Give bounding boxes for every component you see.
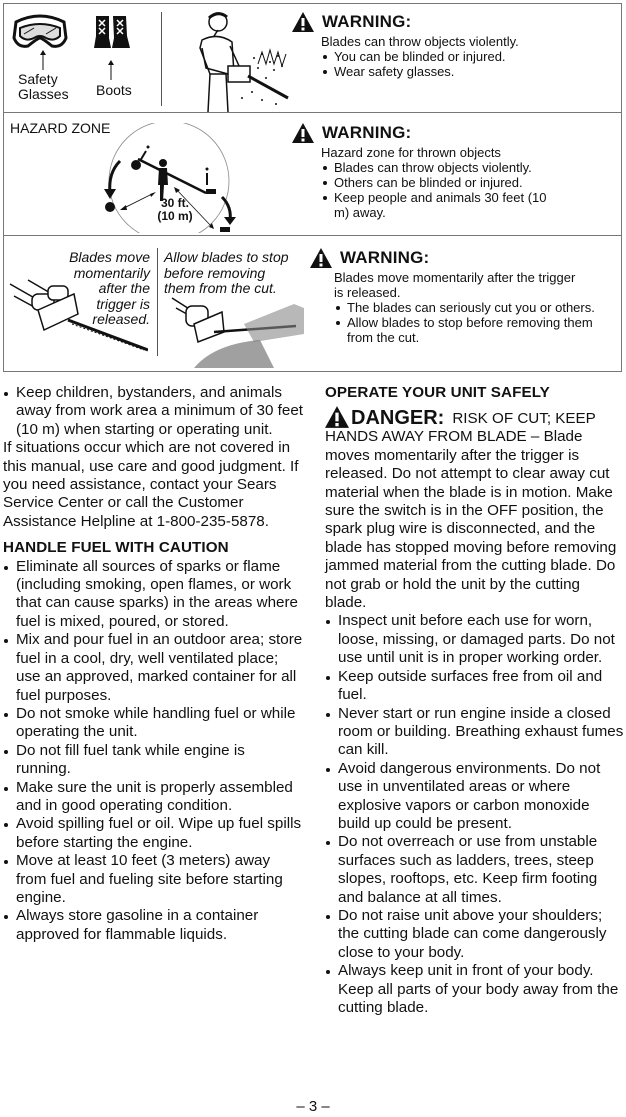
operate-list: [325, 612, 625, 1017]
caption-line: Blades move: [69, 249, 150, 265]
trimmer-hands-illustration: [8, 274, 148, 360]
caption-line: Allow blades to stop: [164, 249, 289, 265]
warning-bullet: The blades can seriously cut you or others.: [334, 300, 604, 315]
fuel-bullet: Eliminate all sources of sparks or flame (including smoking, open flames, or work that can cause sparks) in the areas where fuel is mixed, poured, or stored.: [3, 558, 303, 632]
warning-block-blade: [310, 248, 610, 345]
warning-lead: Blades move momentarily after the trigger is released.: [334, 270, 576, 300]
warning-bullet: Blades can throw objects violently.: [321, 160, 612, 175]
warning-triangle-icon: [310, 248, 332, 268]
left-column: [3, 384, 303, 944]
caption-line: them from the cut.: [164, 280, 277, 296]
boots-icon: [94, 16, 130, 50]
right-column: [325, 384, 625, 1017]
warning-bullet: Allow blades to stop before removing them from the cut.: [334, 315, 604, 345]
safety-gear-panel: [3, 3, 622, 113]
operate-bullet: Do not overreach or use from unstable surfaces such as ladders, trees, steep slopes, rooftops, etc. Keep firm footing and balance at all times.: [325, 833, 625, 907]
caption-line: released.: [92, 311, 150, 327]
trimmer-cutting-illustration: [164, 294, 304, 368]
warning-title: WARNING:: [322, 123, 412, 142]
operator-illustration: [182, 8, 290, 112]
assistance-paragraph: If situations occur which are not covered in this manual, use care and good judgment. If you need assistance, contact your Sears Service Center or call the Customer Assistance Helpline at 1-800-235-5878.: [3, 439, 299, 530]
warning-heading: [292, 123, 612, 143]
warning-bullet: Others can be blinded or injured.: [321, 175, 612, 190]
distance-m: (10 m): [157, 209, 193, 223]
fuel-bullet: Make sure the unit is properly assembled and in good operating condition.: [3, 779, 303, 816]
boots-label: Boots: [96, 82, 132, 98]
warning-block-eye: [292, 12, 612, 79]
arrow-up-icon: [40, 50, 46, 70]
divider: [161, 12, 162, 106]
fuel-bullet: Always store gasoline in a container approved for flammable liquids.: [3, 907, 303, 944]
label-line: Safety: [18, 71, 58, 87]
warning-bullet: Keep people and animals 30 feet (10 m) away.: [321, 190, 564, 220]
caption-line: trigger is: [96, 295, 150, 312]
warning-lead: Hazard zone for thrown objects: [321, 145, 501, 160]
warning-triangle-icon: [292, 12, 314, 32]
intro-bullet: Keep children, bystanders, and animals away from work area a minimum of 30 feet (10 m) when starting or operating unit.: [3, 384, 303, 439]
operate-bullet: Do not raise unit above your shoulders; the cutting blade can come dangerously close to your body.: [325, 907, 625, 962]
safety-glasses-label: [18, 72, 69, 102]
fuel-list: [3, 558, 303, 945]
warning-bullet: Wear safety glasses.: [321, 64, 612, 79]
operate-bullet: Always keep unit in front of your body. Keep all parts of your body away from the cutting blade.: [325, 962, 625, 1017]
warning-title: WARNING:: [340, 248, 430, 267]
danger-text: HANDS AWAY FROM BLADE – Blade moves momentarily after the trigger is released. Do not attempt to clear away cut material when the blade is in motion. Make sure the switch is in the OFF position, the spark plug wire is disconnected, and the blade has stopped moving before removing jammed material from the cutting blade. Do not grab or hold the unit by the cutting blade.: [325, 428, 617, 612]
hazard-distance-label: [150, 197, 200, 223]
danger-title: DANGER:: [351, 407, 445, 430]
arrow-up-icon: [108, 60, 114, 80]
operate-bullet: Never start or run engine inside a closed room or building. Breathing exhaust fumes can kill.: [325, 705, 625, 760]
operate-bullet: Avoid dangerous environments. Do not use in unventilated areas or where explosive vapors or carbon monoxide build up could be present.: [325, 760, 625, 834]
warning-block-hazard: [292, 123, 612, 220]
warning-list: [321, 49, 612, 79]
caption-line: after the: [98, 280, 150, 296]
caption-right: [164, 250, 289, 297]
intro-list: [3, 384, 303, 439]
hazard-zone-label: HAZARD ZONE: [10, 120, 111, 136]
caption-line: momentarily: [73, 264, 150, 281]
fuel-bullet: Mix and pour fuel in an outdoor area; store fuel in a cool, dry, well ventilated place; use an approved, marked container for all fuel purposes.: [3, 631, 303, 705]
blade-stop-panel: [3, 236, 622, 372]
fuel-bullet: Do not smoke while handling fuel or while operating the unit.: [3, 705, 303, 742]
fuel-bullet: Move at least 10 feet (3 meters) away from fuel and fueling site before starting engine.: [3, 852, 303, 907]
safety-glasses-icon: [12, 8, 68, 52]
operate-bullet: Inspect unit before each use for worn, loose, missing, or damaged parts. Do not use until unit is in proper working order.: [325, 612, 625, 667]
warning-title: WARNING:: [322, 12, 412, 31]
caption-line: before removing: [164, 264, 266, 281]
warning-heading: [310, 248, 610, 268]
operate-heading: OPERATE YOUR UNIT SAFELY: [325, 384, 550, 401]
warning-bullet: You can be blinded or injured.: [321, 49, 612, 64]
warning-list: [334, 300, 604, 345]
warning-list: [321, 160, 612, 220]
operate-bullet: Keep outside surfaces free from oil and fuel.: [325, 668, 625, 705]
warning-heading: [292, 12, 612, 32]
fuel-heading: HANDLE FUEL WITH CAUTION: [3, 539, 229, 557]
fuel-bullet: Avoid spilling fuel or oil. Wipe up fuel spills before starting the engine.: [3, 815, 303, 852]
danger-triangle-icon: [325, 406, 349, 428]
danger-text-lead: RISK OF CUT; KEEP: [452, 410, 596, 427]
warning-triangle-icon: [292, 123, 314, 143]
warning-lead: Blades can throw objects violently.: [321, 34, 519, 49]
label-line: Glasses: [18, 86, 69, 102]
distance-ft: 30 ft.: [160, 196, 189, 210]
hazard-zone-panel: [3, 113, 622, 236]
page-number: – 3 –: [296, 1098, 330, 1115]
divider: [157, 248, 158, 356]
fuel-bullet: Do not fill fuel tank while engine is running.: [3, 742, 303, 779]
danger-heading: [325, 406, 625, 428]
